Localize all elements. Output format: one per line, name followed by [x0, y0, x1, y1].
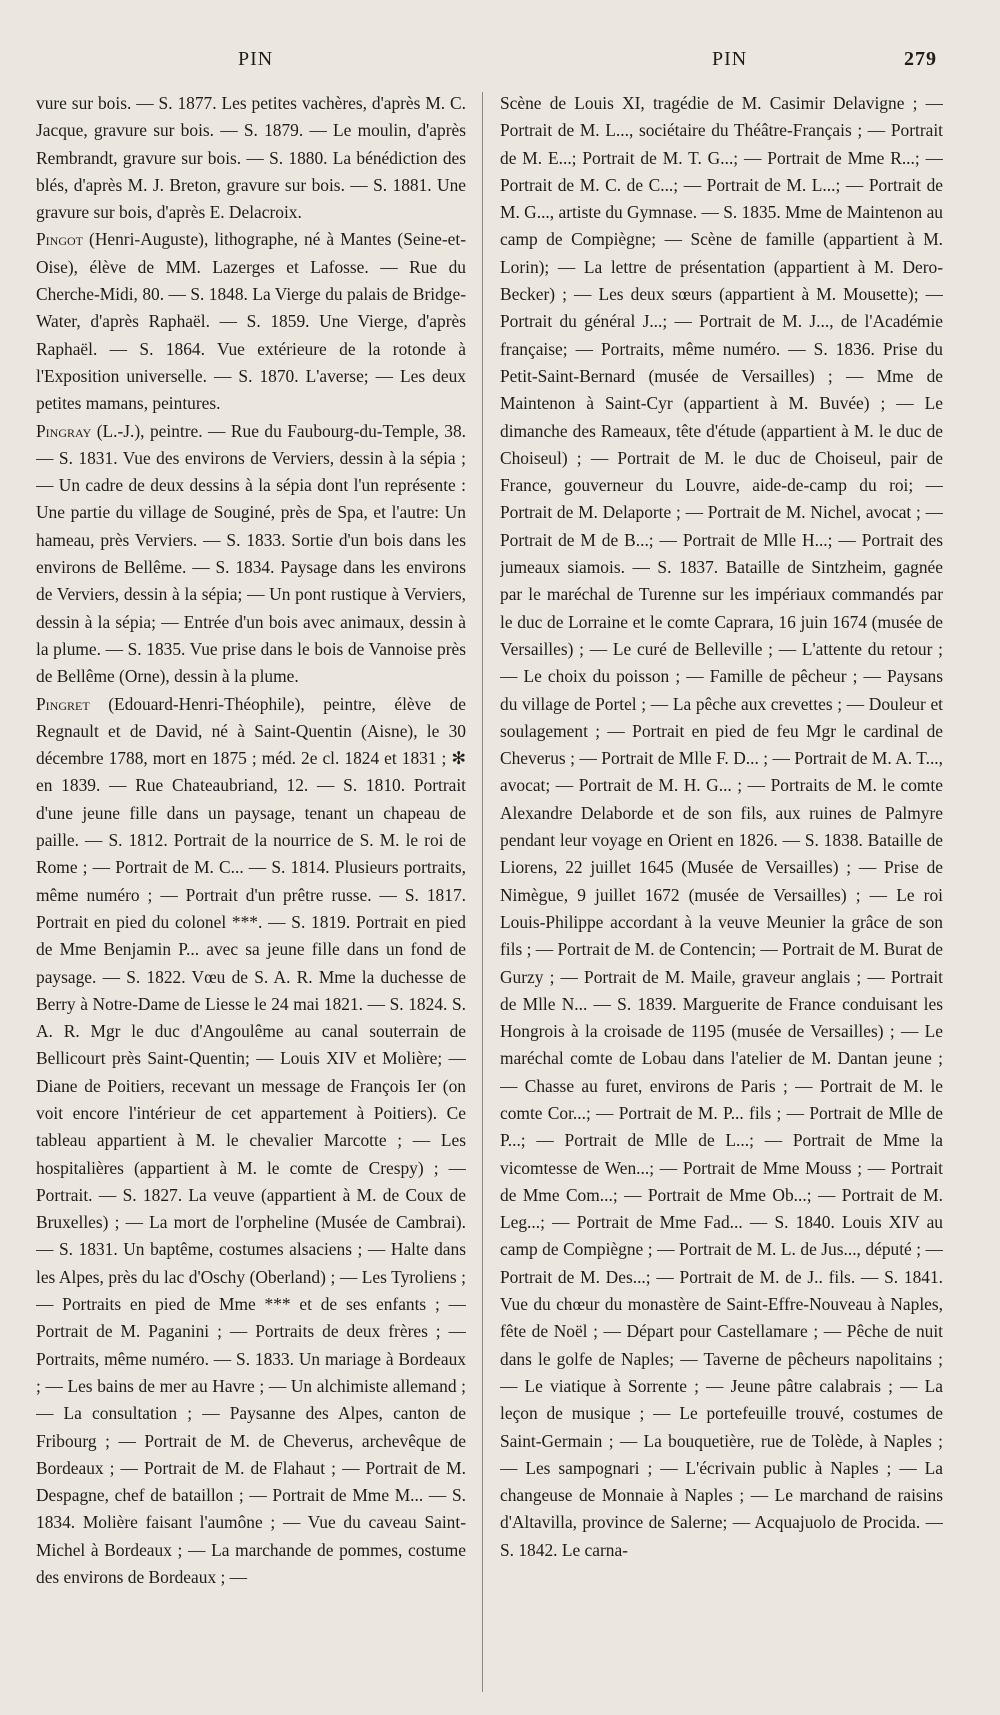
running-head [0, 48, 1000, 78]
continued-entry-text: vure sur bois. — S. 1877. Les petites vachères, d'après M. C. Jacque, gravure sur bois. — S. 1879. — Le moulin, d'après Rembrandt, gravure sur bois. — S. 1880. La bénédiction des blés, d'après M. J. Breton, gravure sur bois. — S. 1881. Une gravure sur bois, d'après E. Delacroix. [36, 93, 466, 223]
entry-name: Pingret [36, 693, 90, 714]
entry-pingret [36, 691, 466, 1592]
right-running-title: PIN [712, 48, 748, 70]
page-number: 279 [904, 48, 937, 70]
entry-text: (Henri-Auguste), lithographe, né à Mantes (Seine-et-Oise), élève de MM. Lazerges et Lafosse. — Rue du Cherche-Midi, 80. — S. 1848. La Vierge du palais de Bridge-Water, d'après Raphaël. — S. 1859. Une Vierge, d'après Raphaël. — S. 1864. Vue extérieure de la rotonde à l'Exposition universelle. — S. 1870. L'averse; — Les deux petites mamans, peintures. [36, 229, 466, 414]
entry-name: Pingot [36, 229, 83, 250]
entry-text: (L.-J.), peintre. — Rue du Faubourg-du-Temple, 38. — S. 1831. Vue des environs de Verviers, dessin à la sépia ; — Un cadre de deux dessins à la sépia dont l'un représente : Une partie du village de Souginé, près de Spa, et l'autre: Un hameau, près Verviers. — S. 1833. Sortie d'un bois dans les environs de Bellême. — S. 1834. Paysage dans les environs de Verviers, dessin à la sépia; — Un pont rustique à Verviers, dessin à la sépia; — Entrée d'un bois avec animaux, dessin à la plume. — S. 1835. Vue prise dans le bois de Vannoise près de Bellême (Orne), dessin à la plume. [36, 420, 466, 687]
entry-pingray [36, 418, 466, 691]
continued-entry-text: Scène de Louis XI, tragédie de M. Casimir Delavigne ; — Portrait de M. L..., sociétaire du Théâtre-Français ; — Portrait de M. E...; Portrait de M. T. G...; — Portrait de Mme R...; — Portrait de M. C. de C...; — Portrait de M. L...; — Portrait de M. G..., artiste du Gymnase. — S. 1835. Mme de Maintenon au camp de Compiègne; — Scène de famille (appartient à M. Lorin); — La lettre de présentation (appartient à M. Dero-Becker) ; — Les deux sœurs (appartient à M. Mousette); — Portrait du général J...; — Portrait de M. J..., de l'Académie française; — Portraits, même numéro. — S. 1836. Prise du Petit-Saint-Bernard (musée de Versailles) ; — Mme de Maintenon à Saint-Cyr (appartient à M. Buvée) ; — Le dimanche des Rameaux, tête d'étude (appartient à M. le duc de Choiseul) ; — Portrait de M. le duc de Choiseul, pair de France, gouverneur du Louvre, aide-de-camp du roi; — Portrait de M. Delaporte ; — Portrait de M. Nichel, avocat ; — Portrait de M de B...; — Portrait de Mlle H...; — Portrait des jumeaux siamois. — S. 1837. Bataille de Sintzheim, gagnée par le maréchal de Turenne sur les impériaux commandés par le duc de Lorraine et le comte Caprara, 16 juin 1674 (musée de Versailles) ; — Le curé de Belleville ; — L'attente du retour ; — Le choix du poisson ; — Famille de pêcheur ; — Paysans du village de Portel ; — La pêche aux crevettes ; — Douleur et soulagement ; — Portrait en pied de feu Mgr le cardinal de Cheverus ; — Portrait de Mlle F. D... ; — Portrait de M. A. T..., avocat; — Portrait de M. H. G... ; — Portraits de M. le comte Alexandre Delaborde et de son fils, aux ruines de Palmyre pendant leur voyage en Orient en 1826. — S. 1838. Bataille de Liorens, 22 juillet 1645 (Musée de Versailles) ; — Prise de Nimègue, 9 juillet 1672 (musée de Versailles) ; — Le roi Louis-Philippe accordant à la veuve Meunier la grâce de son fils ; — Portrait de M. de Contencin; — Portrait de M. Burat de Gurzy ; — Portrait de M. Maile, graveur anglais ; — Portrait de Mlle N... — S. 1839. Marguerite de France conduisant les Hongrois à la croisade de 1195 (musée de Versailles) ; — Le maréchal comte de Lobau dans l'atelier de M. Dantan jeune ; — Chasse au furet, environs de Paris ; — Portrait de M. le comte Cor...; — Portrait de M. P... fils ; — Portrait de Mlle de P...; — Portrait de Mlle de L...; — Portrait de Mme la vicomtesse de Wen...; — Portrait de Mme Mouss ; — Portrait de Mme Com...; — Portrait de Mme Ob...; — Portrait de M. Leg...; — Portrait de Mme Fad... — S. 1840. Louis XIV au camp de Compiègne ; — Portrait de M. L. de Jus..., député ; — Portrait de M. Des...; — Portrait de M. de J.. fils. — S. 1841. Vue du chœur du monastère de Saint-Effre-Nouveau à Naples, fête de Noël ; — Départ pour Castellamare ; — Pêche de nuit dans le golfe de Naples; — Taverne de pêcheurs napolitains ; — Le viatique à Sorrente ; — Jeune pâtre calabrais ; — La leçon de musique ; — Le portefeuille trouvé, costumes de Saint-Germain ; — La bouquetière, rue de Tolède, à Naples ; — Les sampognari ; — L'écrivain public à Naples ; — La changeuse de Monnaie à Naples ; — Le marchand de raisins d'Altavilla, province de Salerne; — Acquajuolo de Procida. — S. 1842. Le carna- [500, 93, 943, 1560]
entry-text: (Edouard-Henri-Théophile), peintre, élève de Regnault et de David, né à Saint-Quentin (Aisne), le 30 décembre 1788, mort en 1875 ; méd. 2e cl. 1824 et 1831 ; ✻ en 1839. — Rue Chateaubriand, 12. — S. 1810. Portrait d'une jeune fille dans un paysage, tenant un chapeau de paille. — S. 1812. Portrait de la nourrice de S. M. le roi de Rome ; — Portrait de M. C... — S. 1814. Plusieurs portraits, même numéro ; — Portrait d'un prêtre russe. — S. 1817. Portrait en pied du colonel ***. — S. 1819. Portrait en pied de Mme Benjamin P... avec sa jeune fille dans un fond de paysage. — S. 1822. Vœu de S. A. R. Mme la duchesse de Berry à Notre-Dame de Liesse le 24 mai 1821. — S. 1824. S. A. R. Mgr le duc d'Angoulême au canal souterrain de Bellicourt près Saint-Quentin; — Louis XIV et Molière; — Diane de Poitiers, recevant un message de François Ier (on voit encore l'intérieur de cet appartement à Poitiers). Ce tableau appartient à M. le chevalier Marcotte ; — Les hospitalières (appartient à M. le comte de Crespy) ; — Portrait. — S. 1827. La veuve (appartient à M. de Coux de Bruxelles) ; — La mort de l'orpheline (Musée de Cambrai). — S. 1831. Un baptême, costumes alsaciens ; — Halte dans les Alpes, près du lac d'Oschy (Oberland) ; — Les Tyroliens ; — Portraits en pied de Mme *** et de ses enfants ; — Portrait de M. Paganini ; — Portraits de deux frères ; — Portraits, même numéro. — S. 1833. Un mariage à Bordeaux ; — Les bains de mer au Havre ; — Un alchimiste allemand ; — La consultation ; — Paysanne des Alpes, canton de Fribourg ; — Portrait de M. de Cheverus, archevêque de Bordeaux ; — Portrait de M. de Flahaut ; — Portrait de M. Despagne, chef de bataillon ; — Portrait de Mme M... — S. 1834. Molière faisant l'aumône ; — Vue du caveau Saint-Michel à Bordeaux ; — La marchande de pommes, costume des environs de Bordeaux ; — [36, 693, 466, 1588]
left-running-title: PIN [238, 48, 274, 70]
entry-pingot [36, 226, 466, 417]
column-divider [482, 92, 483, 1692]
entry-name: Pingray [36, 420, 92, 441]
right-column [500, 90, 943, 1700]
left-column [36, 90, 466, 1700]
